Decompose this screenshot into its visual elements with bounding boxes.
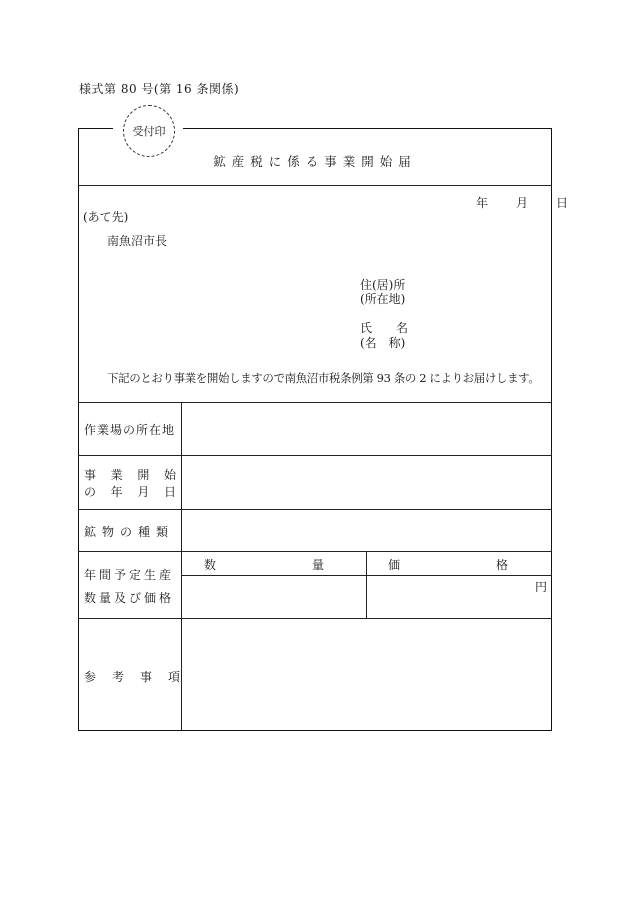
location-label: (所在地) xyxy=(360,292,406,306)
production-label-line2: 数量及び価格 xyxy=(84,591,175,605)
addressee: 南魚沼市長 xyxy=(107,234,168,248)
name-label: 氏 名 xyxy=(360,321,409,335)
statement: 下記のとおり事業を開始しますので南魚沼市税条例第 93 条の 2 によりお届けします。 xyxy=(107,371,540,385)
title-divider xyxy=(78,185,552,186)
start-date-label-char: 始 xyxy=(163,468,176,482)
start-date-label-line2 xyxy=(84,483,176,500)
workplace-label: 作業場の所在地 xyxy=(84,423,176,437)
corp-name-label: (名 称) xyxy=(360,336,406,350)
price-header: 価 格 xyxy=(388,558,509,572)
start-date-label-char: 事 xyxy=(84,468,97,482)
divider-row5 xyxy=(78,618,552,619)
divider-row4 xyxy=(78,551,552,552)
page-title: 鉱産税に係る事業開始届 xyxy=(213,154,417,169)
start-date-label-char: 月 xyxy=(137,485,150,499)
address-label: 住(居)所 xyxy=(360,278,406,292)
divider-row2 xyxy=(78,455,552,456)
mineral-type-label: 鉱物の種類 xyxy=(84,525,175,539)
start-date-label-char: の xyxy=(84,485,97,499)
addressee-prefix: (あて先) xyxy=(83,210,129,224)
reception-stamp-circle xyxy=(123,105,175,157)
start-date-label-line1 xyxy=(84,466,176,483)
start-date-label-char: 年 xyxy=(110,485,123,499)
notes-label: 参考事項 xyxy=(84,670,197,684)
divider-details xyxy=(78,402,552,403)
divider-row3 xyxy=(78,509,552,510)
price-unit: 円 xyxy=(535,580,548,594)
production-label-line1: 年間予定生産 xyxy=(84,568,175,582)
start-date-label-char: 開 xyxy=(137,468,150,482)
form-number: 様式第 80 号(第 16 条関係) xyxy=(79,82,240,96)
production-column-divider xyxy=(366,551,367,618)
date-line: 年 月 日 xyxy=(476,196,577,210)
start-date-label-char: 業 xyxy=(110,468,123,482)
start-date-label-char: 日 xyxy=(163,485,176,499)
quantity-header: 数 量 xyxy=(204,558,325,572)
stamp-label: 受付印 xyxy=(132,125,166,138)
